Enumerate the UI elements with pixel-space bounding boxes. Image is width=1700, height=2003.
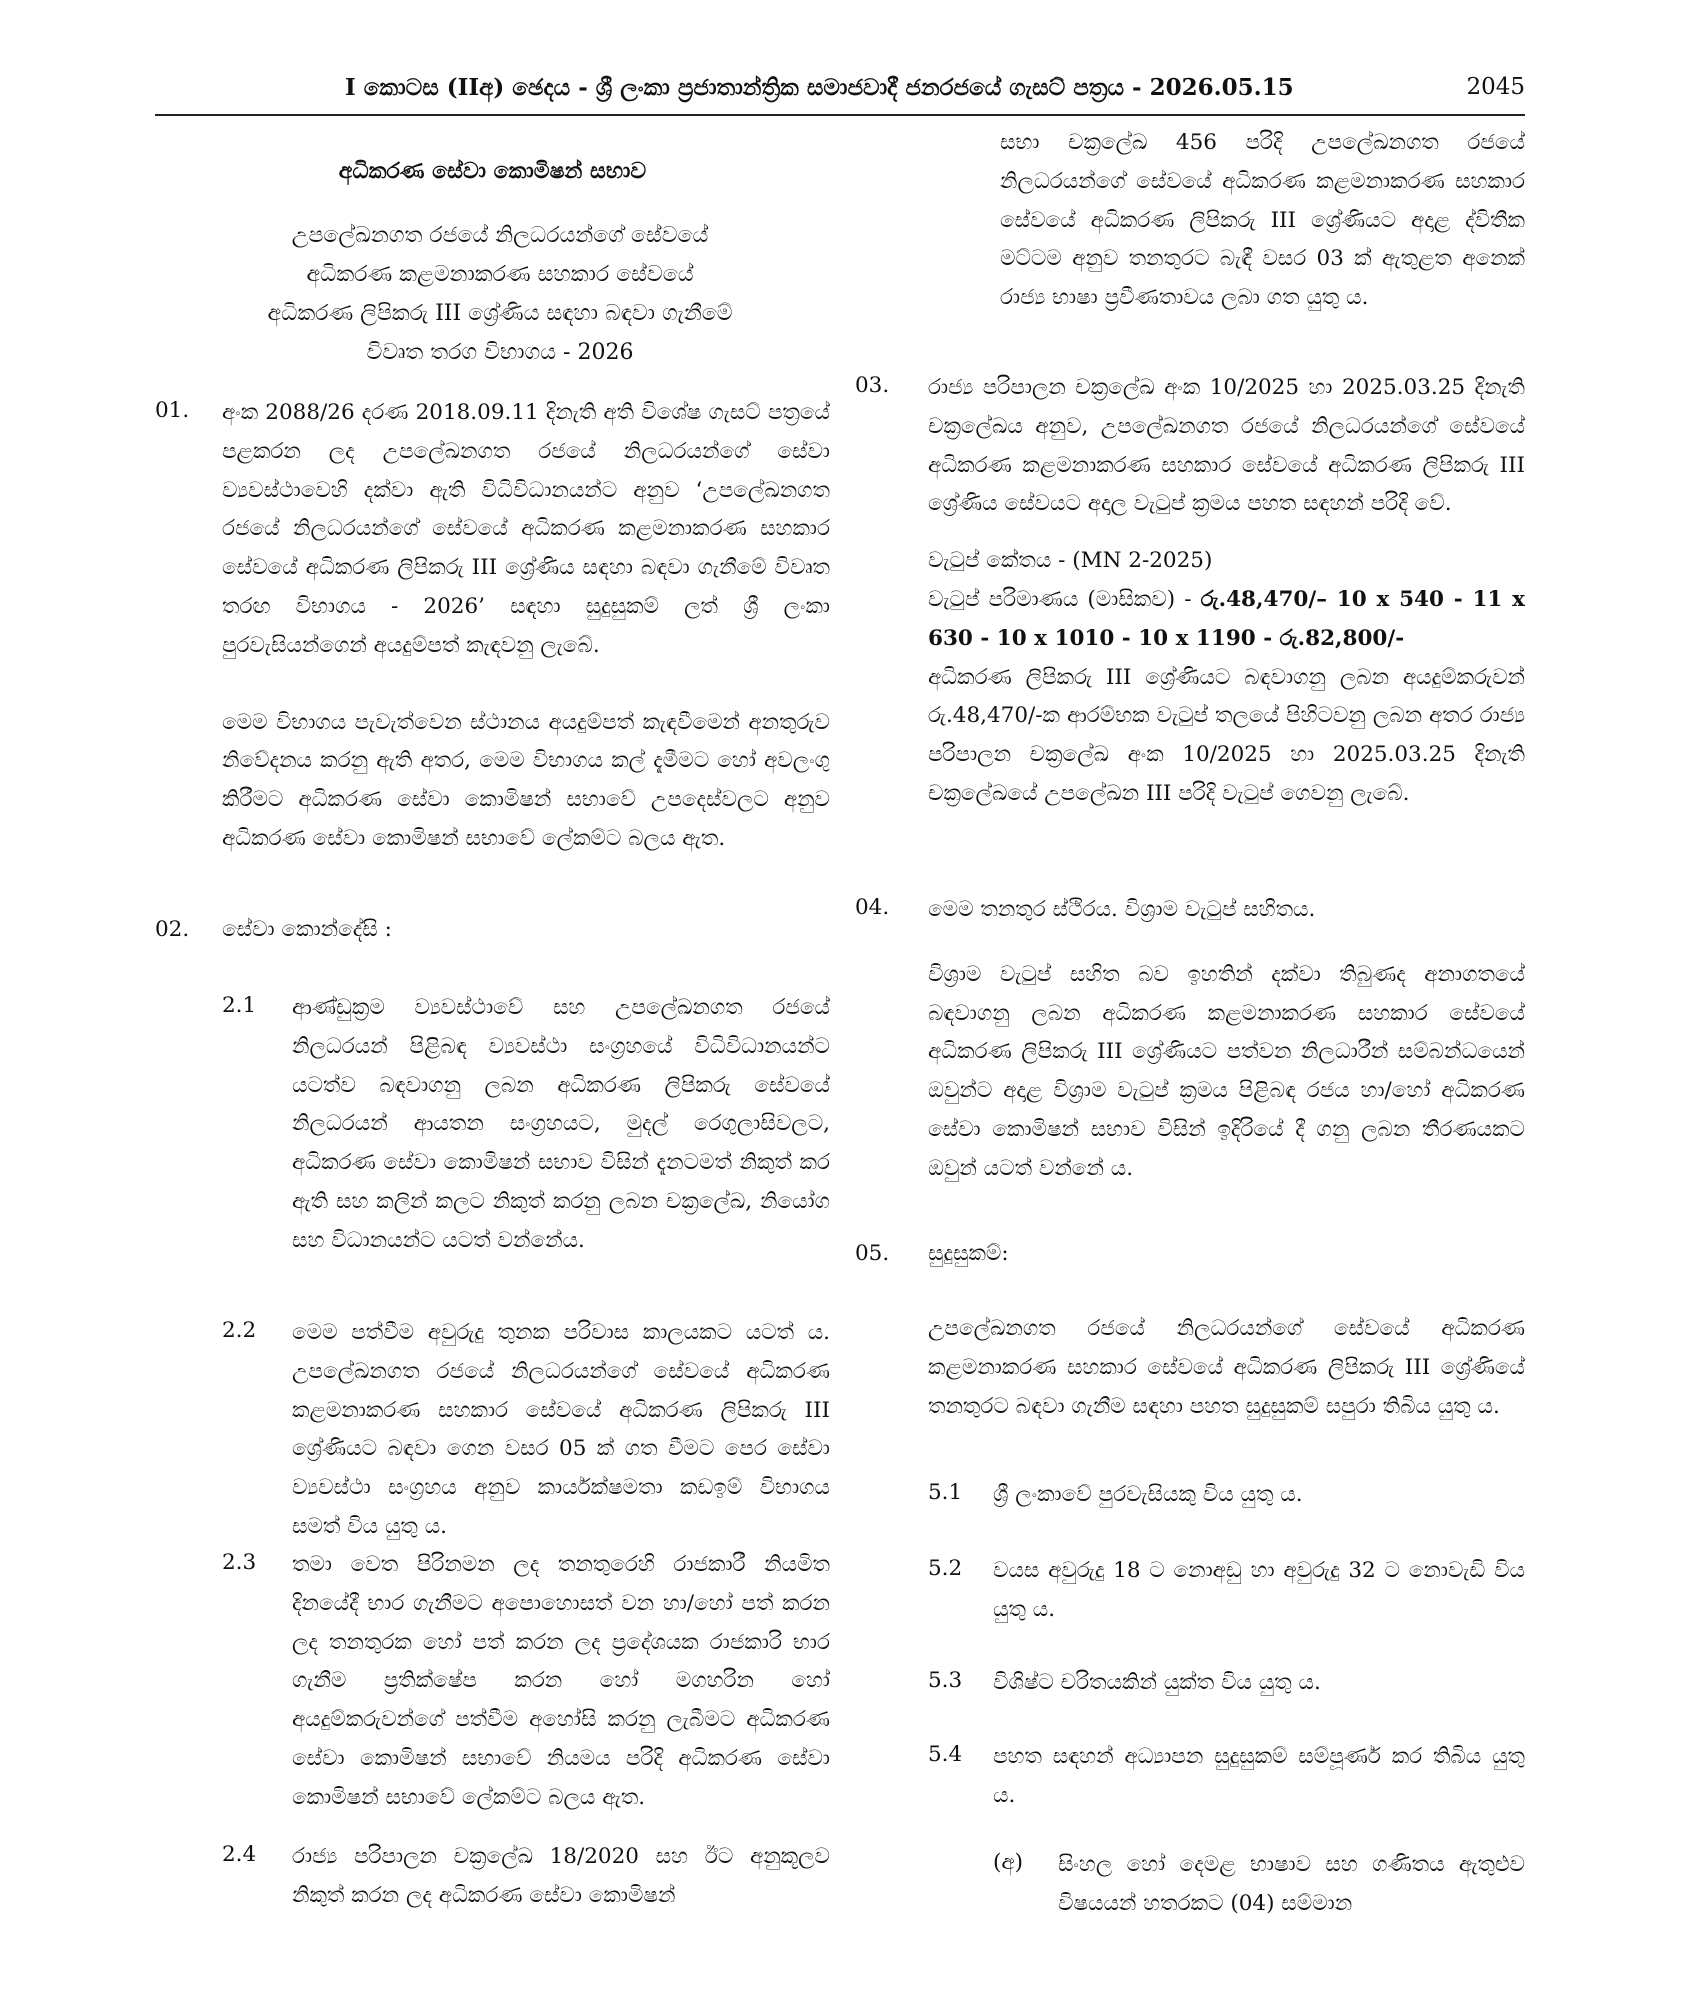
sub-item-text: සිංහල හෝ දෙමළ භාෂාව සහ ගණිතය ඇතුළුව විෂයයන් හතරකට (04) සම්මාන [1058, 1852, 1525, 1916]
exam-title-line: අධිකරණ ලිපිකරු III ශ්‍රේණිය සඳහා බඳවා ගැනීමේ [267, 301, 733, 326]
item-text: ආණ්ඩුක්‍රම ව්‍යවස්ථාවේ සහ උපලේඛනගත රජයේ නිලධරයන් පිළිබඳ ව්‍යවස්ථා සංග්‍රහයේ විධිවිධානයන්ට යටත්ව බඳවාගනු ලබන අධිකරණ ලිපිකරු සේවයේ නිලධරයන් ආයතන සංග්‍රහයට, මුදල් රෙගුලාසිවලට, අධිකරණ සේවා කොමිෂන් සභාව විසින් දැනටමත් නිකුත් කර ඇති සහ කලින් කලට නිකුත් කරනු ලබන චක්‍රලේඛ, නියෝග සහ විධානයන්ට යටත් වන්නේය. [292, 995, 830, 1253]
list-item [292, 1314, 830, 1547]
section-05-para: උපලේඛනගත රජයේ නිලධරයන්ගේ සේවයේ අධිකරණ කළමනාකරණ සහකාර සේවයේ අධිකරණ ලිපිකරු III ශ්‍රේණියේ තනතුරට බඳවා ගැනීම සඳහා පහත සුදුසුකම් සපුරා තිබිය යුතු ය. [928, 1316, 1525, 1419]
section-01-para: අංක 2088/26 දරණ 2018.09.11 දිනැති අති විශේෂ ගැසට් පත්‍රයේ පළකරන ලද උපලේඛනගත රජයේ නිලධරයන්ගේ සේවා ව්‍යවස්ථාවෙහි දක්වා ඇති විධිවිධානයන්ට අනුව ‘උපලේඛනගත රජයේ නිලධරයන්ගේ සේවයේ අධිකරණ කළමනාකරණ සහකාර සේවයේ අධිකරණ ලිපිකරු III ශ්‍රේණිය සඳහා බඳවා ගැනීමේ විවෘත තරඟ විභාගය - 2026’ සඳහා සුදුසුකම් ලත් ශ්‍රී ලංකා පුරවැසියන්ගෙන් අයදුම්පත් කැඳවනු ලැබේ. [222, 400, 830, 658]
section-number: 03. [855, 373, 890, 398]
salary-scale-value: රු.48,470/– 10 x 540 - 11 x 630 - 10 x 1010 - 10 x 1190 - රු.82,800/- [928, 586, 1525, 651]
item-text: රාජ්‍ය පරිපාලන චක්‍රලේඛ 18/2020 සහ ඊට අනුකූලව නිකුත් කරන ලද අධිකරණ සේවා කොමිෂන් [292, 1844, 830, 1908]
salary-scale [928, 581, 1525, 659]
exam-title-line: උපලේඛනගත රජයේ නිලධරයන්ගේ සේවයේ [291, 223, 709, 248]
sub-item-number: (අ) [993, 1850, 1024, 1875]
section-01-para: මෙම විභාගය පැවැත්වෙන ස්ථානය අයදුම්පත් කැඳවීමෙන් අනතුරුව නිවේදනය කරනු ඇති අතර, මෙම විභාගය කල් දැමීමට හෝ අවලංගු කිරීමට අධිකරණ සේවා කොමිෂන් සභාවේ උපදෙස්වලට අනුව අධිකරණ සේවා කොමිෂන් සභාවේ ලේකම්ට බලය ඇත. [222, 709, 830, 851]
list-item [993, 1738, 1525, 1816]
item-number: 5.1 [928, 1480, 963, 1505]
sub-item [1058, 1846, 1525, 1924]
item-text: සභා චක්‍රලේඛ 456 පරිදි උපලේඛනගත රජයේ නිලධරයන්ගේ සේවයේ අධිකරණ කළමනාකරණ සහකාර සේවයේ අධිකරණ ලිපිකරු III ශ්‍රේණියට අදාළ ද්විතීක මට්ටම අනුව තනතුරට බැඳී වසර 03 ක් ඇතුළත අනෙක් රාජ්‍ය භාෂා ප්‍රවීණතාවය ලබා ගත යුතු ය. [1000, 130, 1525, 311]
page-number: 2045 [1466, 74, 1525, 100]
list-item [993, 1476, 1525, 1515]
list-item [292, 1546, 830, 1818]
item-text: විශිෂ්ට චරිතයකින් යුක්ත විය යුතු ය. [993, 1670, 1321, 1695]
item-text: තමා වෙත පිරිනමන ලද තනතුරෙහි රාජකාරී නියමිත දිනයේදී භාර ගැනීමට අපොහොසත් වන හා/හෝ පත් කරන ලද තනතුරක හෝ පත් කරන ලද ප්‍රදේශයක රාජකාරි භාර ගැනීම ප්‍රතික්ෂේප කරන හෝ මගහරින හෝ අයදුම්කරුවන්ගේ පත්වීම අහෝසි කරනු ලැබීමට අධිකරණ සේවා කොමිෂන් සභාවේ නියමය පරිදි අධිකරණ සේවා කොමිෂන් සභාවේ ලේකම්ට බලය ඇත. [292, 1552, 830, 1810]
item-number: 5.4 [928, 1742, 963, 1767]
exam-title [200, 216, 800, 372]
list-item [292, 989, 830, 1261]
item-number: 2.1 [222, 993, 257, 1018]
section-number: 02. [155, 917, 190, 942]
item-text: වයස අවුරුදු 18 ට නොඅඩු හා අවුරුදු 32 ට නොවැඩි විය යුතු ය. [993, 1558, 1525, 1622]
item-number: 2.3 [222, 1550, 257, 1575]
section-03-para: රාජ්‍ය පරිපාලන චක්‍රලේඛ අංක 10/2025 හා 2025.03.25 දිනැති චක්‍රලේඛය අනුව, උපලේඛනගත රජයේ නිලධරයන්ගේ සේවයේ අධිකරණ කළමනාකරණ සහකාර සේවයේ අධිකරණ ලිපිකරු III ශ්‍රේණිය සේවයට අදාල වැටුප් ක්‍රමය පහත සඳහන් පරිදි වේ. [928, 375, 1525, 517]
section-05 [928, 1310, 1525, 1426]
exam-title-line: විවෘත තරග විභාගය - 2026 [366, 340, 634, 365]
salary-code: වැටුප් කේතය - (MN 2-2025) [928, 548, 1213, 574]
list-item [993, 1552, 1525, 1630]
header-title: I කොටස (IIඅ) ඡෙදය - ශ්‍රී ලංකා ප්‍රජාතාන්ත්‍රික සමාජවාදී ජනරජයේ ගැසට් පත්‍රය - 2026.05.15 [345, 74, 1294, 101]
page-header [155, 74, 1525, 114]
commission-heading: අධිකරණ සේවා කොමිෂන් සභාව [338, 158, 647, 184]
section-04 [928, 891, 1525, 1189]
section-heading: සුදුසුකම්: [928, 1241, 1009, 1266]
salary-scale-label: වැටුප් පරිමාණය (මාසිකව) - [928, 586, 1201, 612]
item-number: 2.4 [222, 1842, 257, 1867]
list-item [993, 1664, 1525, 1703]
section-02-continuation [1000, 124, 1525, 318]
item-number: 5.2 [928, 1556, 963, 1581]
section-04-para: මෙම තනතුර ස්ථිරය. විශ්‍රාම වැටුප් සහිතය. [928, 897, 1316, 922]
item-text: මෙම පත්වීම අවුරුදු තුනක පරිවාස කාලයකට යටත් ය. උපලේඛනගත රජයේ නිලධරයන්ගේ සේවයේ අධිකරණ කළමනාකරණ සහකාර සේවයේ අධිකරණ ලිපිකරු III ශ්‍රේණියට බඳවා ගෙන වසර 05 ක් ගත වීමට පෙර සේවා ව්‍යවස්ථා සංග්‍රහය අනුව කාර්යක්ෂමතා කඩඉම් විභාගය සමත් විය යුතු ය. [292, 1320, 830, 1539]
section-number: 05. [855, 1241, 890, 1266]
item-text: පහත සඳහන් අධ්‍යාපන සුදුසුකම් සම්පූර්ණ කර තිබිය යුතු ය. [993, 1744, 1525, 1808]
exam-title-line: අධිකරණ කළමනාකරණ සහකාර සේවයේ [306, 262, 694, 287]
item-number: 2.2 [222, 1318, 257, 1343]
list-item [292, 1838, 830, 1916]
header-rule [155, 114, 1525, 116]
item-number: 5.3 [928, 1668, 963, 1693]
section-number: 04. [855, 895, 890, 920]
section-number: 01. [155, 398, 190, 423]
section-03 [928, 369, 1525, 814]
section-03-para: අධිකරණ ලිපිකරු III ශ්‍රේණියට බඳවාගනු ලබන අයදුම්කරුවන් රු.48,470/-ක ආරම්භක වැටුප් තලයේ පිහිටවනු ලබන අතර රාජ්‍ය පරිපාලන චක්‍රලේඛ අංක 10/2025 හා 2025.03.25 දිනැති චක්‍රලේඛයේ උපලේඛන III පරිදි වැටුප් ගෙවනු ලැබේ. [928, 664, 1525, 806]
section-01 [222, 394, 830, 859]
item-text: ශ්‍රී ලංකාවේ පුරවැසියකු විය යුතු ය. [993, 1482, 1303, 1507]
section-04-para: විශ්‍රාම වැටුප් සහිත බව ඉහතින් දක්වා තිබුණද අනාගතයේ බඳවාගනු ලබන අධිකරණ කළමනාකරණ සහකාර සේවයේ අධිකරණ ලිපිකරු III ශ්‍රේණියට පත්වන නිලධාරීන් සම්බන්ධයෙන් ඔවුන්ට අදාළ විශ්‍රාම වැටුප් ක්‍රමය පිළිබඳ රජය හා/හෝ අධිකරණ සේවා කොමිෂන් සභාව විසින් ඉදිරියේ දී ගනු ලබන තීරණයකට ඔවුන් යටත් වන්නේ ය. [928, 961, 1525, 1181]
section-heading: සේවා කොන්දේසි : [222, 917, 392, 942]
